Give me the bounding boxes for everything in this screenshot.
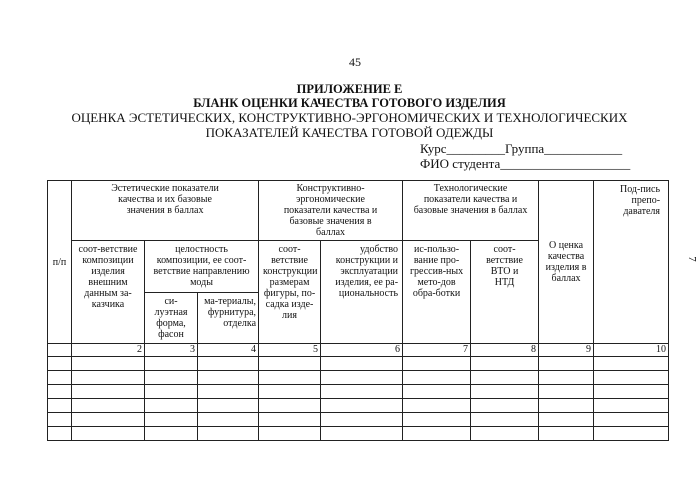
technological-group-header: Технологические показатели качества и базовые значения в баллах [403,181,539,241]
table-row [48,385,669,399]
student-name-field: ФИО студента____________________ [420,156,631,171]
column-number: 2 [72,344,145,357]
column-number-1 [48,344,72,357]
table-row [48,357,669,371]
quality-assessment-table [47,180,669,441]
form-title: БЛАНК ОЦЕНКИ КАЧЕСТВА ГОТОВОГО ИЗДЕЛИЯ [193,96,506,110]
page-number: 45 [349,55,361,69]
column-number: 10 [594,344,669,357]
side-page-mark: 7 [685,256,698,262]
aesthetic-group-header: Эстетические показатели качества и их базовые значения в баллах [72,181,259,241]
column-number: 8 [471,344,539,357]
table-row [48,399,669,413]
subtitle-line-2: ПОКАЗАТЕЛЕЙ КАЧЕСТВА ГОТОВОЙ ОДЕЖДЫ [205,125,494,140]
subtitle-line-1: ОЦЕНКА ЭСТЕТИЧЕСКИХ, КОНСТРУКТИВНО-ЭРГОНОМИЧЕСКИХ И ТЕХНОЛОГИЧЕСКИХ [71,110,628,125]
materials-header: ма-териалы, фурнитура, отделка [198,293,259,344]
construction-fit-header: соот-ветствие конструкции размерам фигуры, по-садка изде-лия [259,241,321,344]
composition-integrity-header: целостность композиции, ее соот-ветствие направлению моды [145,241,259,293]
table-row [48,371,669,385]
constructive-group-header: Конструктивно-эргономические показатели качества и базовые значения в баллах [259,181,403,241]
appendix-heading: ПРИЛОЖЕНИЕ Е [296,82,403,96]
silhouette-header: си-луэтная форма, фасон [145,293,198,344]
row-number-header: п/п [48,181,72,344]
column-number: 6 [321,344,403,357]
column-number-row [48,344,669,357]
vto-ntd-compliance-header: соот-ветствие ВТО и НТД [471,241,539,344]
column-number: 5 [259,344,321,357]
table-row [48,413,669,427]
teacher-signature-header: Под-пись препо-давателя [594,181,669,344]
progressive-methods-header: ис-пользо-вание про-грессив-ных мето-дов обра-ботки [403,241,471,344]
column-number: 4 [198,344,259,357]
column-number: 7 [403,344,471,357]
column-number: 9 [539,344,594,357]
course-group-field: Курс_________Группа____________ [420,141,623,156]
overall-score-header: О ценка качества изделия в баллах [539,181,594,344]
construction-convenience-header: удобство конструкции и эксплуатации изделия, ее ра-циональность [321,241,403,344]
table-row [48,427,669,441]
composition-match-header: соот-ветствие композиции изделия внешним данным за-казчика [72,241,145,344]
column-number: 3 [145,344,198,357]
